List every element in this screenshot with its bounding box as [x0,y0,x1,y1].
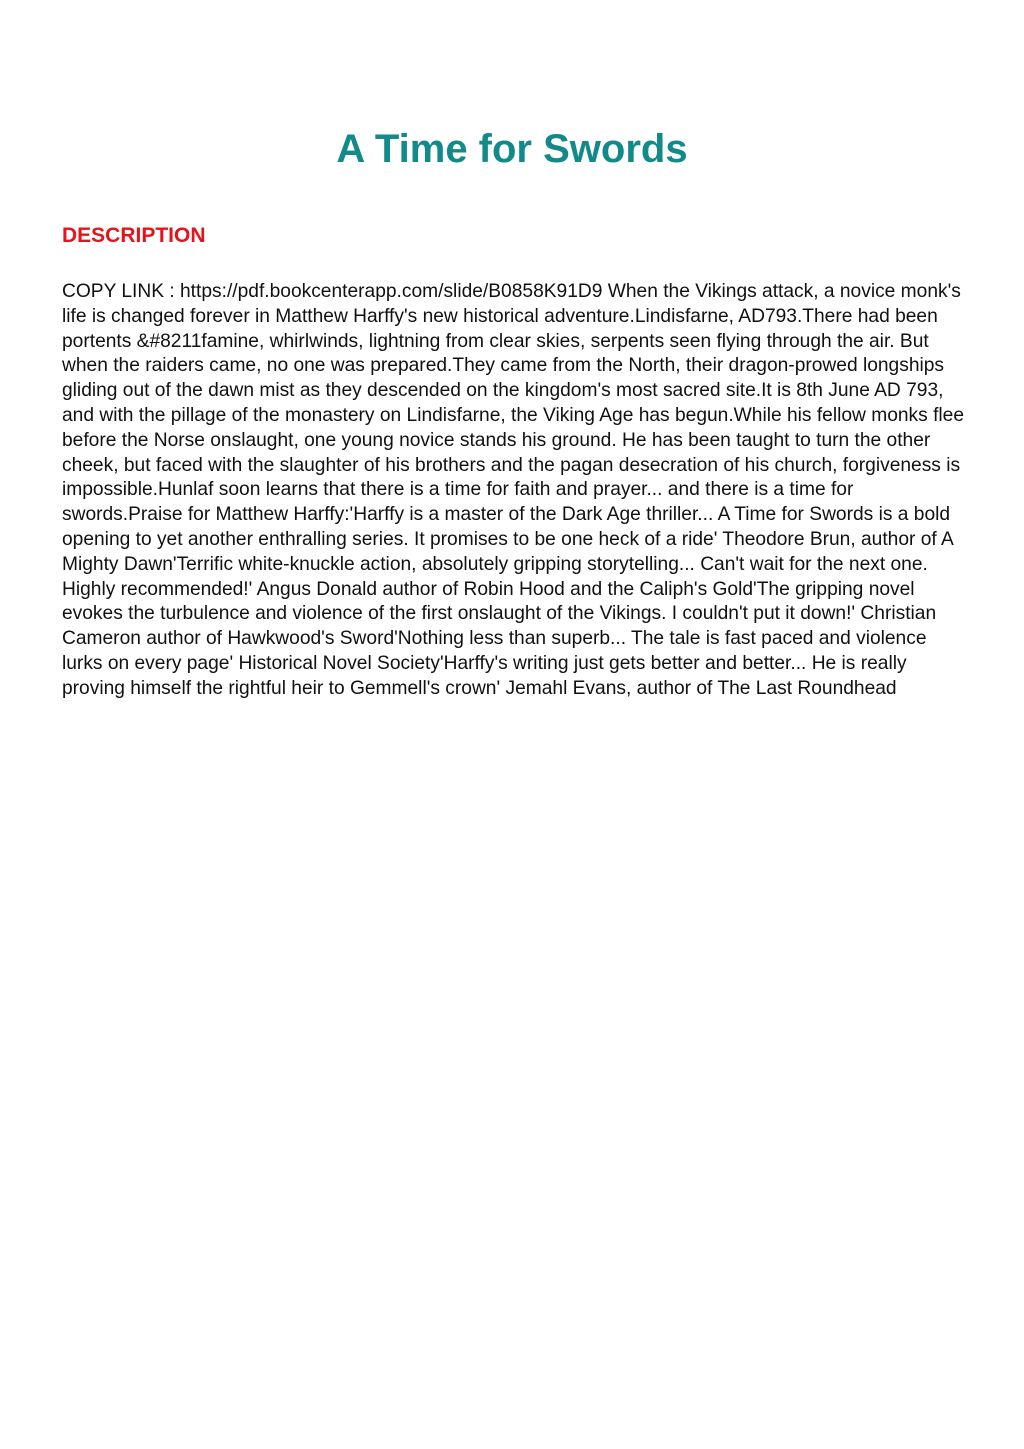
page-title: A Time for Swords [336,127,688,171]
description-body-text: COPY LINK : https://pdf.bookcenterapp.com/slide/B0858K91D9 When the Vikings attack, a novice monk's life is changed forever in Matthew Harffy's new historical adventure.Lindisfarne, AD793.There had been portents &#8211famine, whirlwinds, lightning from clear skies, serpents seen flying through the air. But when the raiders came, no one was prepared.They came from the North, their dragon-prowed longships gliding out of the dawn mist as they descended on the kingdom's most sacred site.It is 8th June AD 793, and with the pillage of the monastery on Lindisfarne, the Viking Age has begun.While his fellow monks flee before the Norse onslaught, one young novice stands his ground. He has been taught to turn the other cheek, but faced with the slaughter of his brothers and the pagan desecration of his church, forgiveness is impossible.Hunlaf soon learns that there is a time for faith and prayer... and there is a time for swords.Praise for Matthew Harffy:'Harffy is a master of the Dark Age thriller... A Time for Swords is a bold opening to yet another enthralling series. It promises to be one heck of a ride' Theodore Brun, author of A Mighty Dawn'Terrific white-knuckle action, absolutely gripping storytelling... Can't wait for the next one. Highly recommended!' Angus Donald author of Robin Hood and the Caliph's Gold'The gripping novel evokes the turbulence and violence of the first onslaught of the Vikings. I couldn't put it down!' Christian Cameron author of Hawkwood's Sword'Nothing less than superb... The tale is fast paced and violence lurks on every page' Historical Novel Society'Harffy's writing just gets better and better... He is really proving himself the rightful heir to Gemmell's crown' Jemahl Evans, author of The Last Roundhead [62,281,964,699]
section-heading-description: DESCRIPTION [62,224,206,247]
